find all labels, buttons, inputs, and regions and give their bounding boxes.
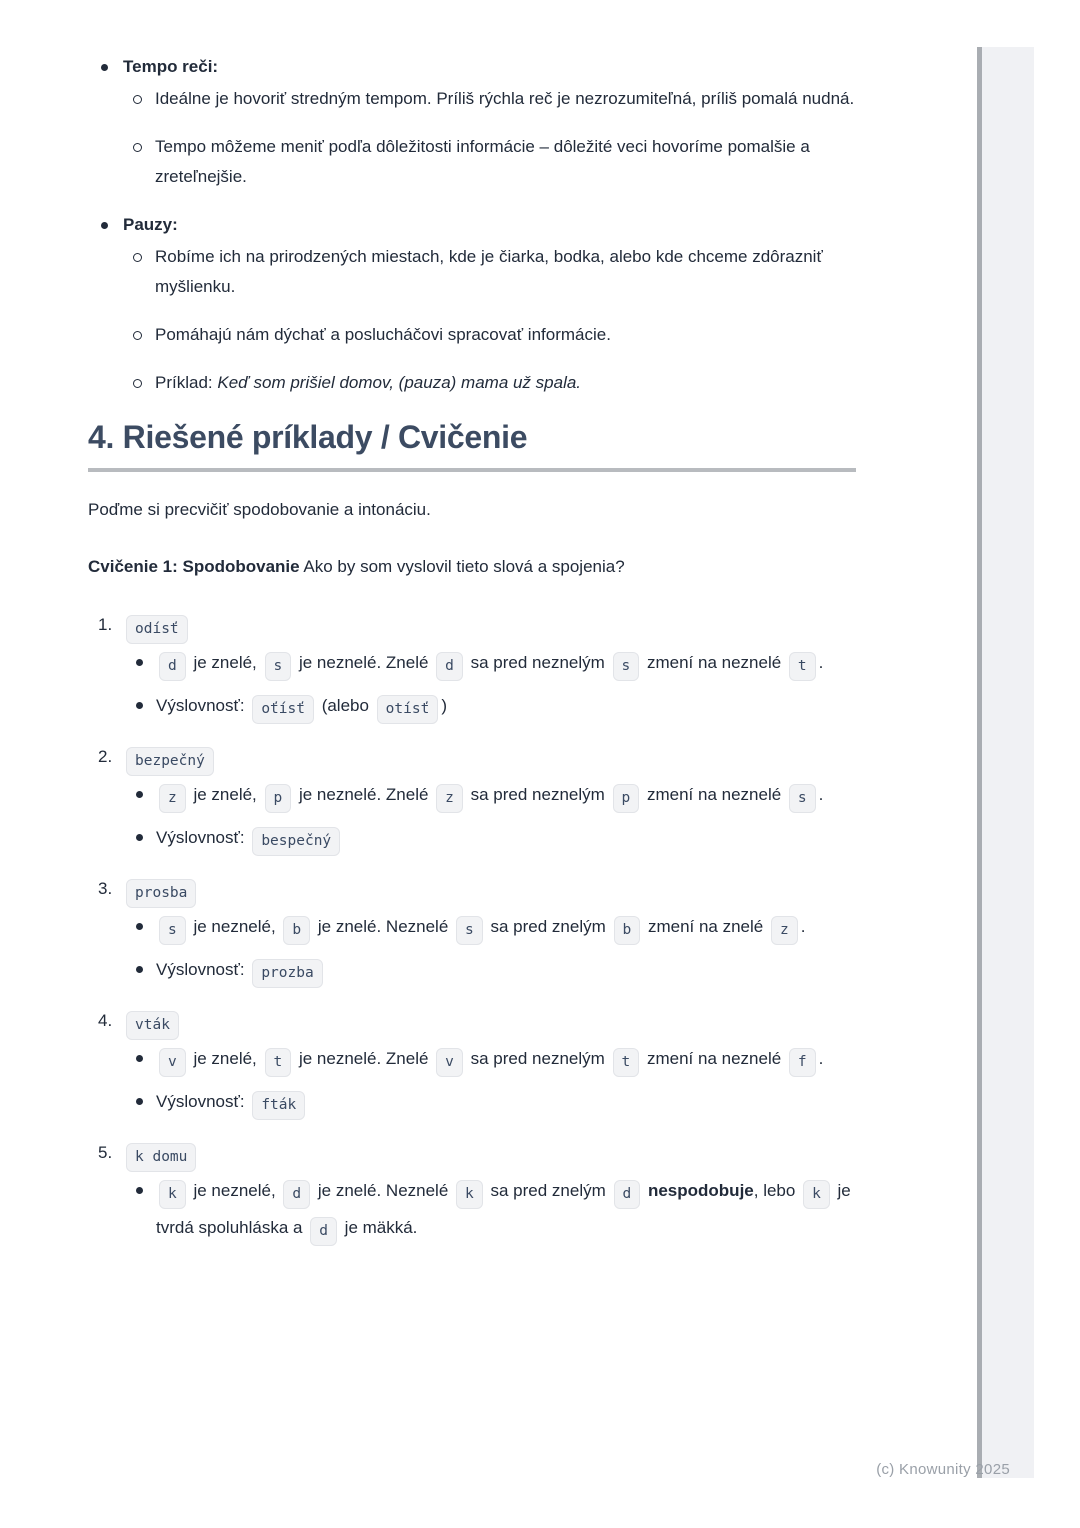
exercise-sub-list [123,1040,856,1120]
code-chip: f [789,1048,816,1077]
code-chip: t [613,1048,640,1077]
bold-text: nespodobuje [647,1181,754,1200]
intro-paragraph: Poďme si precvičiť spodobovanie a intonáciu. [88,500,431,519]
exercise-word [123,1003,856,1040]
section-label-text: Tempo reči: [123,57,219,76]
list-item: Ideálne je hovoriť stredným tempom. Príliš rýchla reč je nezrozumiteľná, príliš pomalá nudná. [123,84,856,114]
list-item: Príklad: Keď som prišiel domov, (pauza) mama už spala. [123,368,856,398]
code-chip: b [614,916,641,945]
exercise-word [123,1135,856,1172]
italic-text: Keď som prišiel domov, (pauza) mama už spala. [217,373,582,392]
bullet-section [88,210,856,398]
exercise-word [123,871,856,908]
code-chip: bezpečný [126,747,214,776]
top-bullet-list [88,52,856,398]
list-item: Výslovnosť: oťísť (alebo otísť ) [123,687,856,724]
section-label [123,210,856,240]
exercise-title-bold: Cvičenie 1: Spodobovanie [88,557,300,576]
exercise-word [123,607,856,644]
code-chip: d [614,1180,641,1209]
section-heading: 4. Riešené príklady / Cvičenie [88,419,528,455]
list-item: Robíme ich na prirodzených miestach, kde je čiarka, bodka, alebo kde chceme zdôrazniť myšlienku. [123,242,856,302]
exercise-item [88,1003,856,1120]
exercise-item [88,1135,856,1246]
scrollbar-thumb[interactable] [977,47,982,1478]
code-chip: v [436,1048,463,1077]
code-chip: s [789,784,816,813]
code-chip: s [159,916,186,945]
exercise-item [88,607,856,724]
code-chip: p [613,784,640,813]
exercise-sub-list [123,644,856,724]
code-chip: d [283,1180,310,1209]
code-chip: z [159,784,186,813]
code-chip: p [265,784,292,813]
code-chip: odísť [126,615,188,644]
list-item: d je znelé, s je neznelé. Znelé d sa pred neznelým s zmení na neznelé t . [123,644,856,681]
code-chip: s [456,916,483,945]
code-chip: d [436,652,463,681]
code-chip: s [613,652,640,681]
code-chip: k domu [126,1143,196,1172]
code-chip: d [310,1217,337,1246]
code-chip: t [265,1048,292,1077]
list-item: Tempo môžeme meniť podľa dôležitosti informácie – dôležité veci hovoríme pomalšie a zreteľnejšie. [123,132,856,192]
code-chip: fták [252,1091,305,1120]
section-sub-list [123,84,856,192]
code-chip: oťísť [252,695,314,724]
list-item: Pomáhajú nám dýchať a poslucháčovi spracovať informácie. [123,320,856,350]
section-label [123,52,856,82]
exercise-title-rest: Ako by som vyslovil tieto slová a spojenia? [299,557,625,576]
code-chip: k [803,1180,830,1209]
code-chip: bespečný [252,827,340,856]
exercise-item [88,871,856,988]
list-item: z je znelé, p je neznelé. Znelé z sa pred neznelým p zmení na neznelé s . [123,776,856,813]
watermark: (c) Knowunity 2025 [876,1461,1010,1478]
bullet-section [88,52,856,192]
list-item: k je neznelé, d je znelé. Neznelé k sa pred znelým d nespodobuje, lebo k je tvrdá spoluhláska a d je mäkká. [123,1172,856,1246]
scrollbar-track[interactable] [977,47,1034,1478]
section-label-text: Pauzy: [123,215,178,234]
code-chip: t [789,652,816,681]
document-page [88,52,856,1261]
exercise-sub-list [123,908,856,988]
code-chip: z [771,916,798,945]
code-chip: k [456,1180,483,1209]
section-sub-list [123,242,856,398]
code-chip: vták [126,1011,179,1040]
code-chip: s [265,652,292,681]
list-item: v je znelé, t je neznelé. Znelé v sa pred neznelým t zmení na neznelé f . [123,1040,856,1077]
list-item: Výslovnosť: fták [123,1083,856,1120]
code-chip: prosba [126,879,196,908]
heading-divider [88,468,856,472]
code-chip: b [283,916,310,945]
code-chip: otísť [377,695,439,724]
list-item: Výslovnosť: bespečný [123,819,856,856]
list-item: Výslovnosť: prozba [123,951,856,988]
code-chip: k [159,1180,186,1209]
code-chip: prozba [252,959,322,988]
exercise-item [88,739,856,856]
exercise-sub-list [123,1172,856,1246]
code-chip: v [159,1048,186,1077]
list-item: s je neznelé, b je znelé. Neznelé s sa pred znelým b zmení na znelé z . [123,908,856,945]
code-chip: d [159,652,186,681]
exercise-sub-list [123,776,856,856]
exercise-title [88,552,856,582]
code-chip: z [436,784,463,813]
exercise-word [123,739,856,776]
exercise-list [88,607,856,1246]
